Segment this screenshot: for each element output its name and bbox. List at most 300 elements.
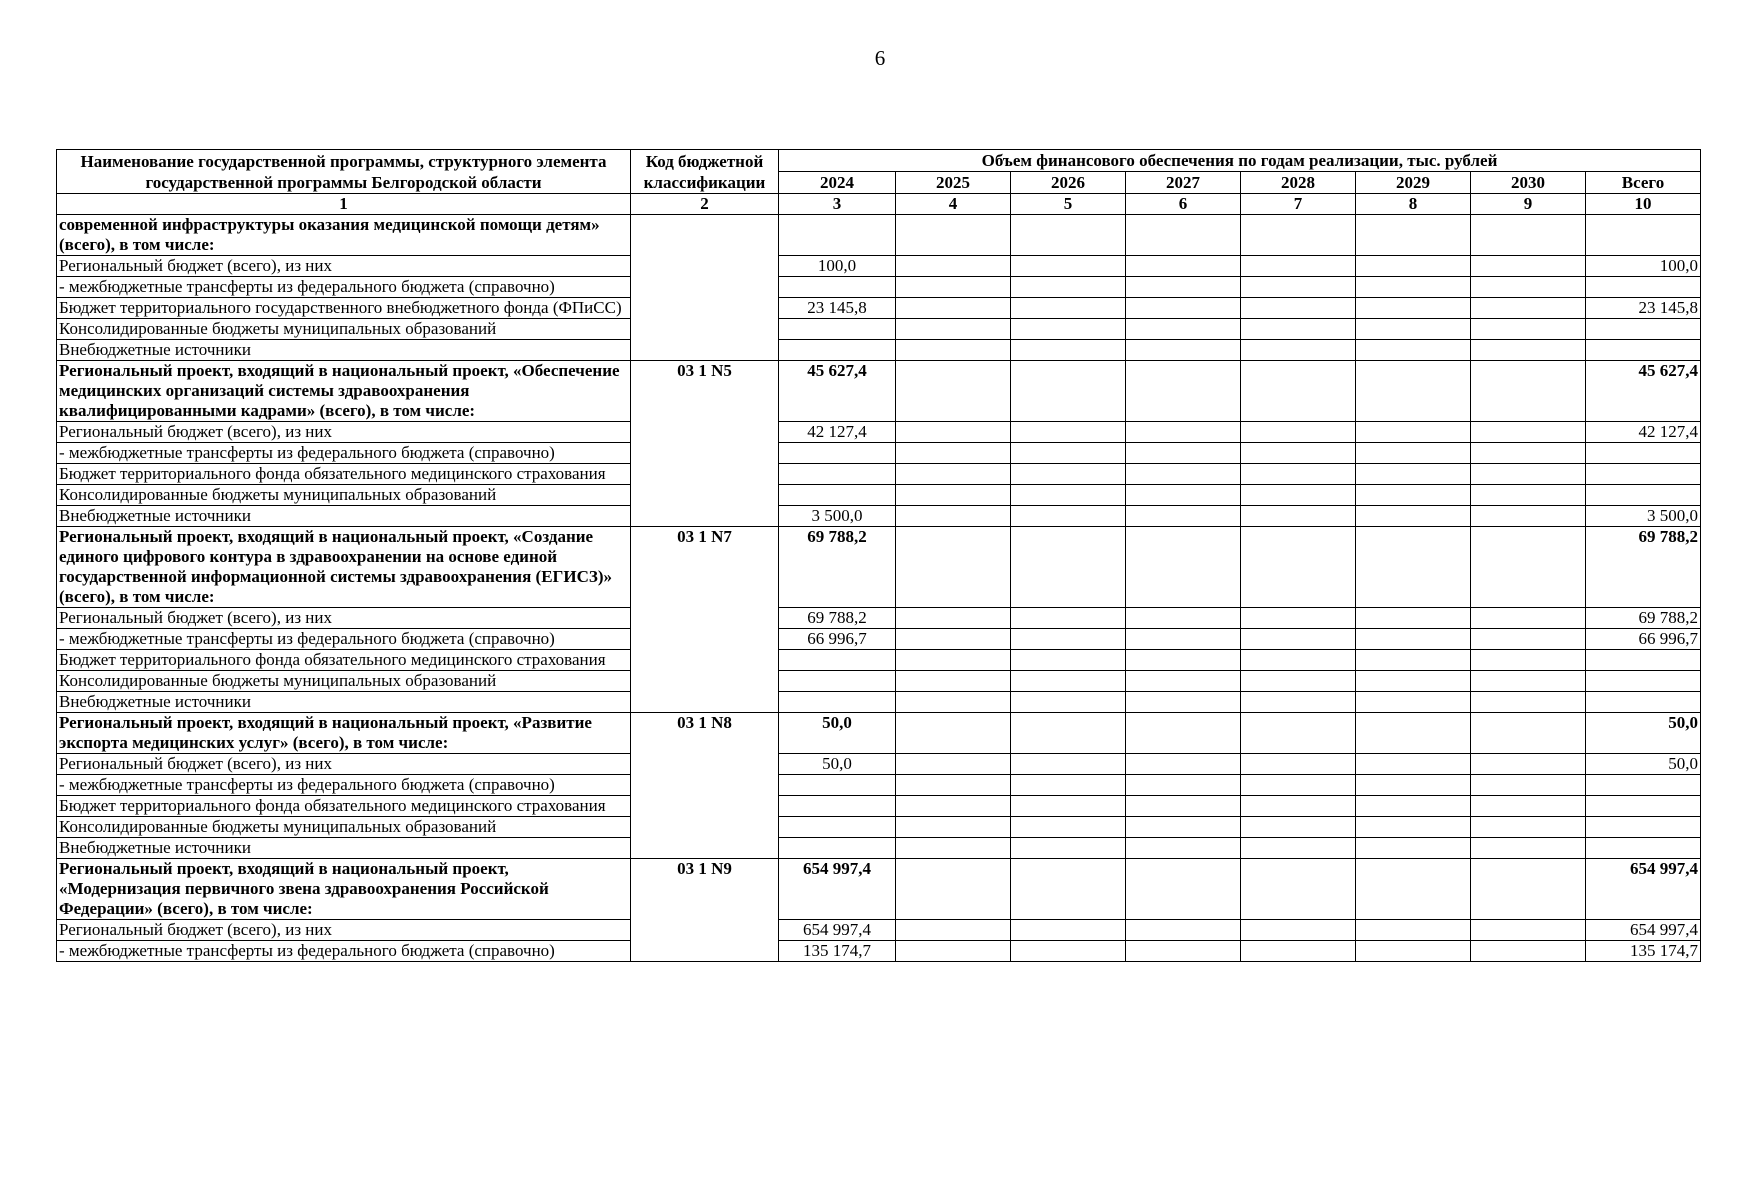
value-empty xyxy=(1011,256,1126,277)
value-empty xyxy=(1471,692,1586,713)
value-empty xyxy=(896,277,1011,298)
value-empty xyxy=(1471,464,1586,485)
value-empty xyxy=(1011,838,1126,859)
column-number: 5 xyxy=(1011,194,1126,215)
value-total: 66 996,7 xyxy=(1586,629,1701,650)
value-total xyxy=(1586,838,1701,859)
value-empty xyxy=(1011,340,1126,361)
value-empty xyxy=(1126,422,1241,443)
value-empty xyxy=(896,464,1011,485)
value-empty xyxy=(1126,527,1241,608)
value-total: 654 997,4 xyxy=(1586,859,1701,920)
table-row xyxy=(57,941,1701,962)
value-2024: 69 788,2 xyxy=(779,527,896,608)
value-total: 45 627,4 xyxy=(1586,361,1701,422)
value-empty xyxy=(1241,319,1356,340)
value-2024 xyxy=(779,277,896,298)
value-total xyxy=(1586,485,1701,506)
value-empty xyxy=(896,629,1011,650)
value-empty xyxy=(1471,527,1586,608)
value-empty xyxy=(1126,859,1241,920)
table-row xyxy=(57,859,1701,920)
value-empty xyxy=(1356,629,1471,650)
value-empty xyxy=(1471,256,1586,277)
row-name: Внебюджетные источники xyxy=(57,692,631,713)
value-empty xyxy=(1356,506,1471,527)
value-empty xyxy=(1356,361,1471,422)
value-empty xyxy=(1241,941,1356,962)
value-empty xyxy=(1011,941,1126,962)
value-empty xyxy=(896,941,1011,962)
value-empty xyxy=(1241,506,1356,527)
value-empty xyxy=(1241,277,1356,298)
value-total xyxy=(1586,775,1701,796)
row-name: Региональный бюджет (всего), из них xyxy=(57,754,631,775)
value-empty xyxy=(1126,506,1241,527)
header-year: 2027 xyxy=(1126,172,1241,194)
value-empty xyxy=(1126,692,1241,713)
value-total xyxy=(1586,817,1701,838)
value-empty xyxy=(1241,527,1356,608)
value-empty xyxy=(1356,859,1471,920)
table-row xyxy=(57,838,1701,859)
value-empty xyxy=(896,340,1011,361)
table-row xyxy=(57,464,1701,485)
value-total xyxy=(1586,277,1701,298)
column-number: 8 xyxy=(1356,194,1471,215)
value-empty xyxy=(1011,650,1126,671)
value-empty xyxy=(1126,817,1241,838)
value-empty xyxy=(1126,319,1241,340)
value-2024: 42 127,4 xyxy=(779,422,896,443)
row-name: - межбюджетные трансферты из федерального бюджета (справочно) xyxy=(57,443,631,464)
value-2024: 50,0 xyxy=(779,713,896,754)
value-empty xyxy=(1241,650,1356,671)
value-total: 654 997,4 xyxy=(1586,920,1701,941)
value-2024 xyxy=(779,650,896,671)
value-total: 23 145,8 xyxy=(1586,298,1701,319)
value-total xyxy=(1586,464,1701,485)
table-row xyxy=(57,527,1701,608)
value-empty xyxy=(1471,506,1586,527)
value-empty xyxy=(1126,464,1241,485)
value-total xyxy=(1586,692,1701,713)
table-row xyxy=(57,298,1701,319)
value-empty xyxy=(1471,713,1586,754)
value-2024 xyxy=(779,671,896,692)
header-year: 2030 xyxy=(1471,172,1586,194)
value-empty xyxy=(1471,920,1586,941)
table-row xyxy=(57,692,1701,713)
row-name: Региональный проект, входящий в национальный проект, «Создание единого цифрового контура в здравоохранении на основе единой государственной информационной системы здравоохранения (ЕГИСЗ)» (всего), в том числе: xyxy=(57,527,631,608)
value-empty xyxy=(1011,422,1126,443)
table-row xyxy=(57,215,1701,256)
table-row xyxy=(57,629,1701,650)
value-empty xyxy=(1356,485,1471,506)
column-number: 6 xyxy=(1126,194,1241,215)
value-total: 69 788,2 xyxy=(1586,527,1701,608)
value-empty xyxy=(1011,485,1126,506)
value-empty xyxy=(1356,443,1471,464)
value-empty xyxy=(1126,443,1241,464)
value-empty xyxy=(1471,859,1586,920)
row-name: Региональный проект, входящий в национальный проект, «Модернизация первичного звена здравоохранения Российской Федерации» (всего), в том числе: xyxy=(57,859,631,920)
value-empty xyxy=(896,298,1011,319)
value-empty xyxy=(1126,941,1241,962)
value-empty xyxy=(1241,256,1356,277)
row-name: - межбюджетные трансферты из федерального бюджета (справочно) xyxy=(57,629,631,650)
header-year: 2028 xyxy=(1241,172,1356,194)
value-empty xyxy=(1241,215,1356,256)
value-empty xyxy=(1241,796,1356,817)
value-empty xyxy=(1356,692,1471,713)
value-empty xyxy=(896,796,1011,817)
table-row xyxy=(57,485,1701,506)
value-empty xyxy=(1126,650,1241,671)
value-total: 3 500,0 xyxy=(1586,506,1701,527)
table-header xyxy=(57,150,1701,215)
table-row xyxy=(57,422,1701,443)
column-number: 3 xyxy=(779,194,896,215)
value-empty xyxy=(1126,920,1241,941)
value-empty xyxy=(1471,754,1586,775)
value-empty xyxy=(1241,340,1356,361)
value-empty xyxy=(1356,608,1471,629)
value-empty xyxy=(1126,671,1241,692)
value-2024 xyxy=(779,340,896,361)
value-total xyxy=(1586,650,1701,671)
value-total: 42 127,4 xyxy=(1586,422,1701,443)
value-empty xyxy=(1471,277,1586,298)
budget-code: 03 1 N5 xyxy=(631,361,779,527)
value-empty xyxy=(1126,629,1241,650)
row-name: Региональный проект, входящий в национальный проект, «Развитие экспорта медицинских услуг» (всего), в том числе: xyxy=(57,713,631,754)
value-empty xyxy=(1126,215,1241,256)
value-2024 xyxy=(779,817,896,838)
value-empty xyxy=(1356,298,1471,319)
value-2024: 654 997,4 xyxy=(779,920,896,941)
value-2024 xyxy=(779,692,896,713)
budget-code: 03 1 N7 xyxy=(631,527,779,713)
table-row xyxy=(57,256,1701,277)
table-row xyxy=(57,319,1701,340)
value-empty xyxy=(1241,443,1356,464)
value-empty xyxy=(1356,340,1471,361)
value-empty xyxy=(1471,319,1586,340)
value-empty xyxy=(896,319,1011,340)
value-2024: 654 997,4 xyxy=(779,859,896,920)
value-empty xyxy=(1241,838,1356,859)
value-total xyxy=(1586,319,1701,340)
row-name: Внебюджетные источники xyxy=(57,506,631,527)
row-name: Бюджет территориального государственного внебюджетного фонда (ФПиСС) xyxy=(57,298,631,319)
value-empty xyxy=(896,608,1011,629)
value-empty xyxy=(1241,692,1356,713)
value-empty xyxy=(1471,838,1586,859)
value-empty xyxy=(1356,422,1471,443)
value-empty xyxy=(1471,361,1586,422)
header-total-col: Всего xyxy=(1586,172,1701,194)
value-empty xyxy=(896,671,1011,692)
value-empty xyxy=(1241,485,1356,506)
table-row xyxy=(57,920,1701,941)
value-empty xyxy=(896,361,1011,422)
value-empty xyxy=(1471,215,1586,256)
table-row xyxy=(57,650,1701,671)
header-name-col: Наименование государственной программы, структурного элемента государственной программы Белгородской области xyxy=(57,150,631,194)
value-empty xyxy=(1241,713,1356,754)
column-number: 2 xyxy=(631,194,779,215)
value-2024 xyxy=(779,838,896,859)
value-empty xyxy=(896,920,1011,941)
value-empty xyxy=(1471,608,1586,629)
value-empty xyxy=(896,713,1011,754)
value-empty xyxy=(1241,671,1356,692)
value-empty xyxy=(1011,361,1126,422)
value-empty xyxy=(896,256,1011,277)
value-empty xyxy=(1011,817,1126,838)
row-name: - межбюджетные трансферты из федерального бюджета (справочно) xyxy=(57,941,631,962)
value-empty xyxy=(1126,256,1241,277)
value-empty xyxy=(1356,754,1471,775)
value-empty xyxy=(1011,629,1126,650)
value-2024 xyxy=(779,775,896,796)
value-empty xyxy=(1356,817,1471,838)
value-empty xyxy=(1356,941,1471,962)
value-empty xyxy=(1011,277,1126,298)
table-row xyxy=(57,608,1701,629)
value-empty xyxy=(1471,443,1586,464)
value-empty xyxy=(896,527,1011,608)
column-number: 10 xyxy=(1586,194,1701,215)
row-name: Внебюджетные источники xyxy=(57,340,631,361)
value-empty xyxy=(1011,319,1126,340)
header-year: 2025 xyxy=(896,172,1011,194)
column-number: 7 xyxy=(1241,194,1356,215)
budget-code: 03 1 N8 xyxy=(631,713,779,859)
table-row xyxy=(57,277,1701,298)
value-empty xyxy=(1126,277,1241,298)
value-empty xyxy=(1011,608,1126,629)
budget-code xyxy=(631,215,779,361)
value-empty xyxy=(1126,754,1241,775)
header-volume-col: Объем финансового обеспечения по годам реализации, тыс. рублей xyxy=(779,150,1701,172)
value-empty xyxy=(896,775,1011,796)
value-empty xyxy=(1356,527,1471,608)
value-empty xyxy=(1241,817,1356,838)
value-2024: 66 996,7 xyxy=(779,629,896,650)
table-row xyxy=(57,754,1701,775)
value-empty xyxy=(1126,838,1241,859)
value-empty xyxy=(1011,920,1126,941)
value-empty xyxy=(1126,796,1241,817)
value-empty xyxy=(896,692,1011,713)
value-empty xyxy=(1011,713,1126,754)
value-empty xyxy=(896,859,1011,920)
row-name: Региональный проект, входящий в национальный проект, «Обеспечение медицинских организаций системы здравоохранения квалифицированными кадрами» (всего), в том числе: xyxy=(57,361,631,422)
row-name: Бюджет территориального фонда обязательного медицинского страхования xyxy=(57,464,631,485)
value-empty xyxy=(1471,485,1586,506)
value-empty xyxy=(1356,713,1471,754)
value-empty xyxy=(1471,298,1586,319)
value-2024 xyxy=(779,796,896,817)
value-2024 xyxy=(779,443,896,464)
value-empty xyxy=(1356,671,1471,692)
value-empty xyxy=(1471,629,1586,650)
value-empty xyxy=(1011,796,1126,817)
value-empty xyxy=(1011,527,1126,608)
value-empty xyxy=(1011,775,1126,796)
value-empty xyxy=(896,650,1011,671)
value-empty xyxy=(1241,859,1356,920)
value-empty xyxy=(1011,671,1126,692)
row-name: Консолидированные бюджеты муниципальных образований xyxy=(57,817,631,838)
table-row xyxy=(57,817,1701,838)
row-name: - межбюджетные трансферты из федерального бюджета (справочно) xyxy=(57,277,631,298)
value-empty xyxy=(1241,298,1356,319)
value-empty xyxy=(1241,920,1356,941)
table-body xyxy=(57,215,1701,962)
value-total: 50,0 xyxy=(1586,754,1701,775)
row-name: Внебюджетные источники xyxy=(57,838,631,859)
value-empty xyxy=(1241,629,1356,650)
value-empty xyxy=(1356,838,1471,859)
value-2024 xyxy=(779,485,896,506)
value-empty xyxy=(1011,443,1126,464)
row-name: Консолидированные бюджеты муниципальных образований xyxy=(57,319,631,340)
header-year: 2029 xyxy=(1356,172,1471,194)
table-row xyxy=(57,340,1701,361)
value-empty xyxy=(1471,340,1586,361)
value-empty xyxy=(1356,650,1471,671)
value-total: 100,0 xyxy=(1586,256,1701,277)
row-name: современной инфраструктуры оказания медицинской помощи детям» (всего), в том числе: xyxy=(57,215,631,256)
value-empty xyxy=(1471,422,1586,443)
value-empty xyxy=(1356,920,1471,941)
value-total xyxy=(1586,671,1701,692)
value-empty xyxy=(1356,256,1471,277)
header-year: 2024 xyxy=(779,172,896,194)
row-name: Региональный бюджет (всего), из них xyxy=(57,920,631,941)
value-empty xyxy=(896,443,1011,464)
value-2024: 135 174,7 xyxy=(779,941,896,962)
value-empty xyxy=(896,754,1011,775)
header-code-col: Код бюджетной классификации xyxy=(631,150,779,194)
value-2024: 23 145,8 xyxy=(779,298,896,319)
row-name: Региональный бюджет (всего), из них xyxy=(57,608,631,629)
value-empty xyxy=(1471,817,1586,838)
value-empty xyxy=(1241,464,1356,485)
value-empty xyxy=(1011,754,1126,775)
table-row xyxy=(57,796,1701,817)
table-row xyxy=(57,361,1701,422)
value-2024 xyxy=(779,464,896,485)
value-total xyxy=(1586,340,1701,361)
value-empty xyxy=(1126,298,1241,319)
row-name: Консолидированные бюджеты муниципальных образований xyxy=(57,485,631,506)
value-empty xyxy=(1356,775,1471,796)
header-year: 2026 xyxy=(1011,172,1126,194)
row-name: Региональный бюджет (всего), из них xyxy=(57,256,631,277)
row-name: Региональный бюджет (всего), из них xyxy=(57,422,631,443)
row-name: Консолидированные бюджеты муниципальных образований xyxy=(57,671,631,692)
value-empty xyxy=(1011,215,1126,256)
value-2024: 69 788,2 xyxy=(779,608,896,629)
value-empty xyxy=(1356,319,1471,340)
value-empty xyxy=(1126,608,1241,629)
value-total: 135 174,7 xyxy=(1586,941,1701,962)
value-empty xyxy=(896,838,1011,859)
value-empty xyxy=(1011,506,1126,527)
value-empty xyxy=(896,215,1011,256)
value-total: 50,0 xyxy=(1586,713,1701,754)
value-total xyxy=(1586,443,1701,464)
value-empty xyxy=(1126,485,1241,506)
table-row xyxy=(57,671,1701,692)
value-empty xyxy=(1356,277,1471,298)
value-empty xyxy=(1241,422,1356,443)
value-empty xyxy=(1471,775,1586,796)
value-empty xyxy=(1471,650,1586,671)
value-empty xyxy=(1356,215,1471,256)
table-row xyxy=(57,775,1701,796)
value-total xyxy=(1586,796,1701,817)
value-empty xyxy=(896,506,1011,527)
value-empty xyxy=(1241,754,1356,775)
value-total: 69 788,2 xyxy=(1586,608,1701,629)
value-empty xyxy=(1126,340,1241,361)
value-empty xyxy=(1011,692,1126,713)
value-total xyxy=(1586,215,1701,256)
value-empty xyxy=(1126,775,1241,796)
value-empty xyxy=(1471,796,1586,817)
row-name: - межбюджетные трансферты из федерального бюджета (справочно) xyxy=(57,775,631,796)
value-2024 xyxy=(779,319,896,340)
value-empty xyxy=(896,485,1011,506)
value-empty xyxy=(1011,298,1126,319)
budget-table xyxy=(56,149,1701,962)
value-empty xyxy=(1011,859,1126,920)
value-2024: 50,0 xyxy=(779,754,896,775)
value-empty xyxy=(1241,608,1356,629)
row-name: Бюджет территориального фонда обязательного медицинского страхования xyxy=(57,796,631,817)
value-empty xyxy=(1356,464,1471,485)
column-number: 4 xyxy=(896,194,1011,215)
value-2024: 3 500,0 xyxy=(779,506,896,527)
value-empty xyxy=(896,817,1011,838)
table-row xyxy=(57,713,1701,754)
value-empty xyxy=(1011,464,1126,485)
table-row xyxy=(57,443,1701,464)
value-empty xyxy=(1471,671,1586,692)
column-number: 9 xyxy=(1471,194,1586,215)
column-number: 1 xyxy=(57,194,631,215)
value-empty xyxy=(1241,361,1356,422)
value-2024: 45 627,4 xyxy=(779,361,896,422)
page-number: 6 xyxy=(874,46,886,70)
value-empty xyxy=(1126,361,1241,422)
row-name: Бюджет территориального фонда обязательного медицинского страхования xyxy=(57,650,631,671)
value-2024: 100,0 xyxy=(779,256,896,277)
value-empty xyxy=(896,422,1011,443)
value-empty xyxy=(1356,796,1471,817)
table-row xyxy=(57,506,1701,527)
value-2024 xyxy=(779,215,896,256)
value-empty xyxy=(1471,941,1586,962)
value-empty xyxy=(1126,713,1241,754)
budget-code: 03 1 N9 xyxy=(631,859,779,962)
value-empty xyxy=(1241,775,1356,796)
